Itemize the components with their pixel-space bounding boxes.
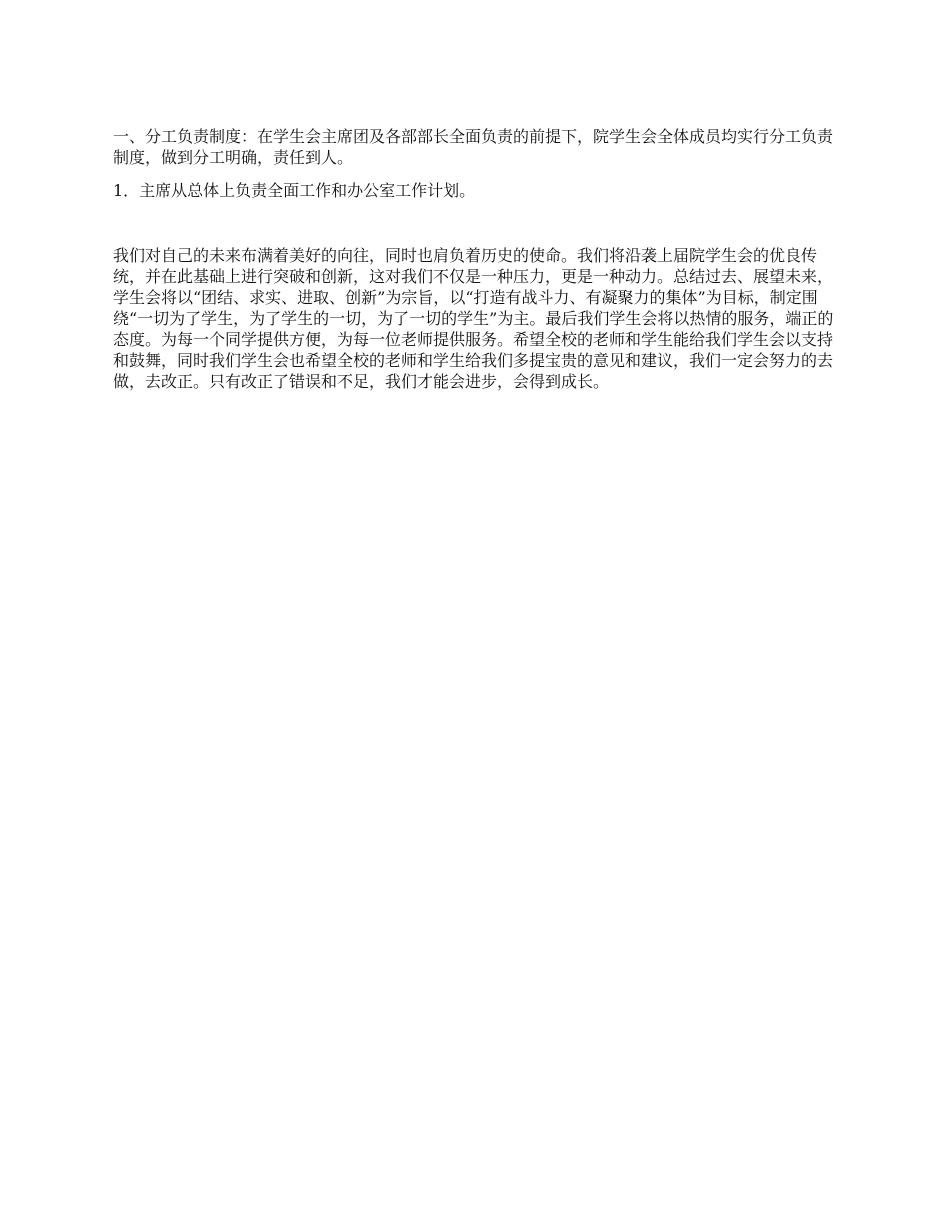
paragraph-division-of-duties: 一、分工负责制度：在学生会主席团及各部部长全面负责的前提下，院学生会全体成员均实行分工负责制度，做到分工明确，责任到人。 (113, 127, 834, 167)
paragraph-outlook: 我们对自己的未来布满着美好的向往，同时也肩负着历史的使命。我们将沿袭上届院学生会的优良传统，并在此基础上进行突破和创新，这对我们不仅是一种压力，更是一种动力。总结过去、展望未来，学生会将以“团结、求实、进取、创新”为宗旨，以“打造有战斗力、有凝聚力的集体”为目标，制定围绕“一切为了学生，为了学生的一切，为了一切的学生”为主。最后我们学生会将以热情的服务，端正的态度。为每一个同学提供方便，为每一位老师提供服务。希望全校的老师和学生能给我们学生会以支持和鼓舞，同时我们学生会也希望全校的老师和学生给我们多提宝贵的意见和建议，我们一定会努力的去做，去改正。只有改正了错误和不足，我们才能会进步，会得到成长。 (113, 246, 834, 391)
document-page (113, 126, 841, 392)
paragraph-chairman-duty: 1．主席从总体上负责全面工作和办公室工作计划。 (113, 181, 476, 200)
